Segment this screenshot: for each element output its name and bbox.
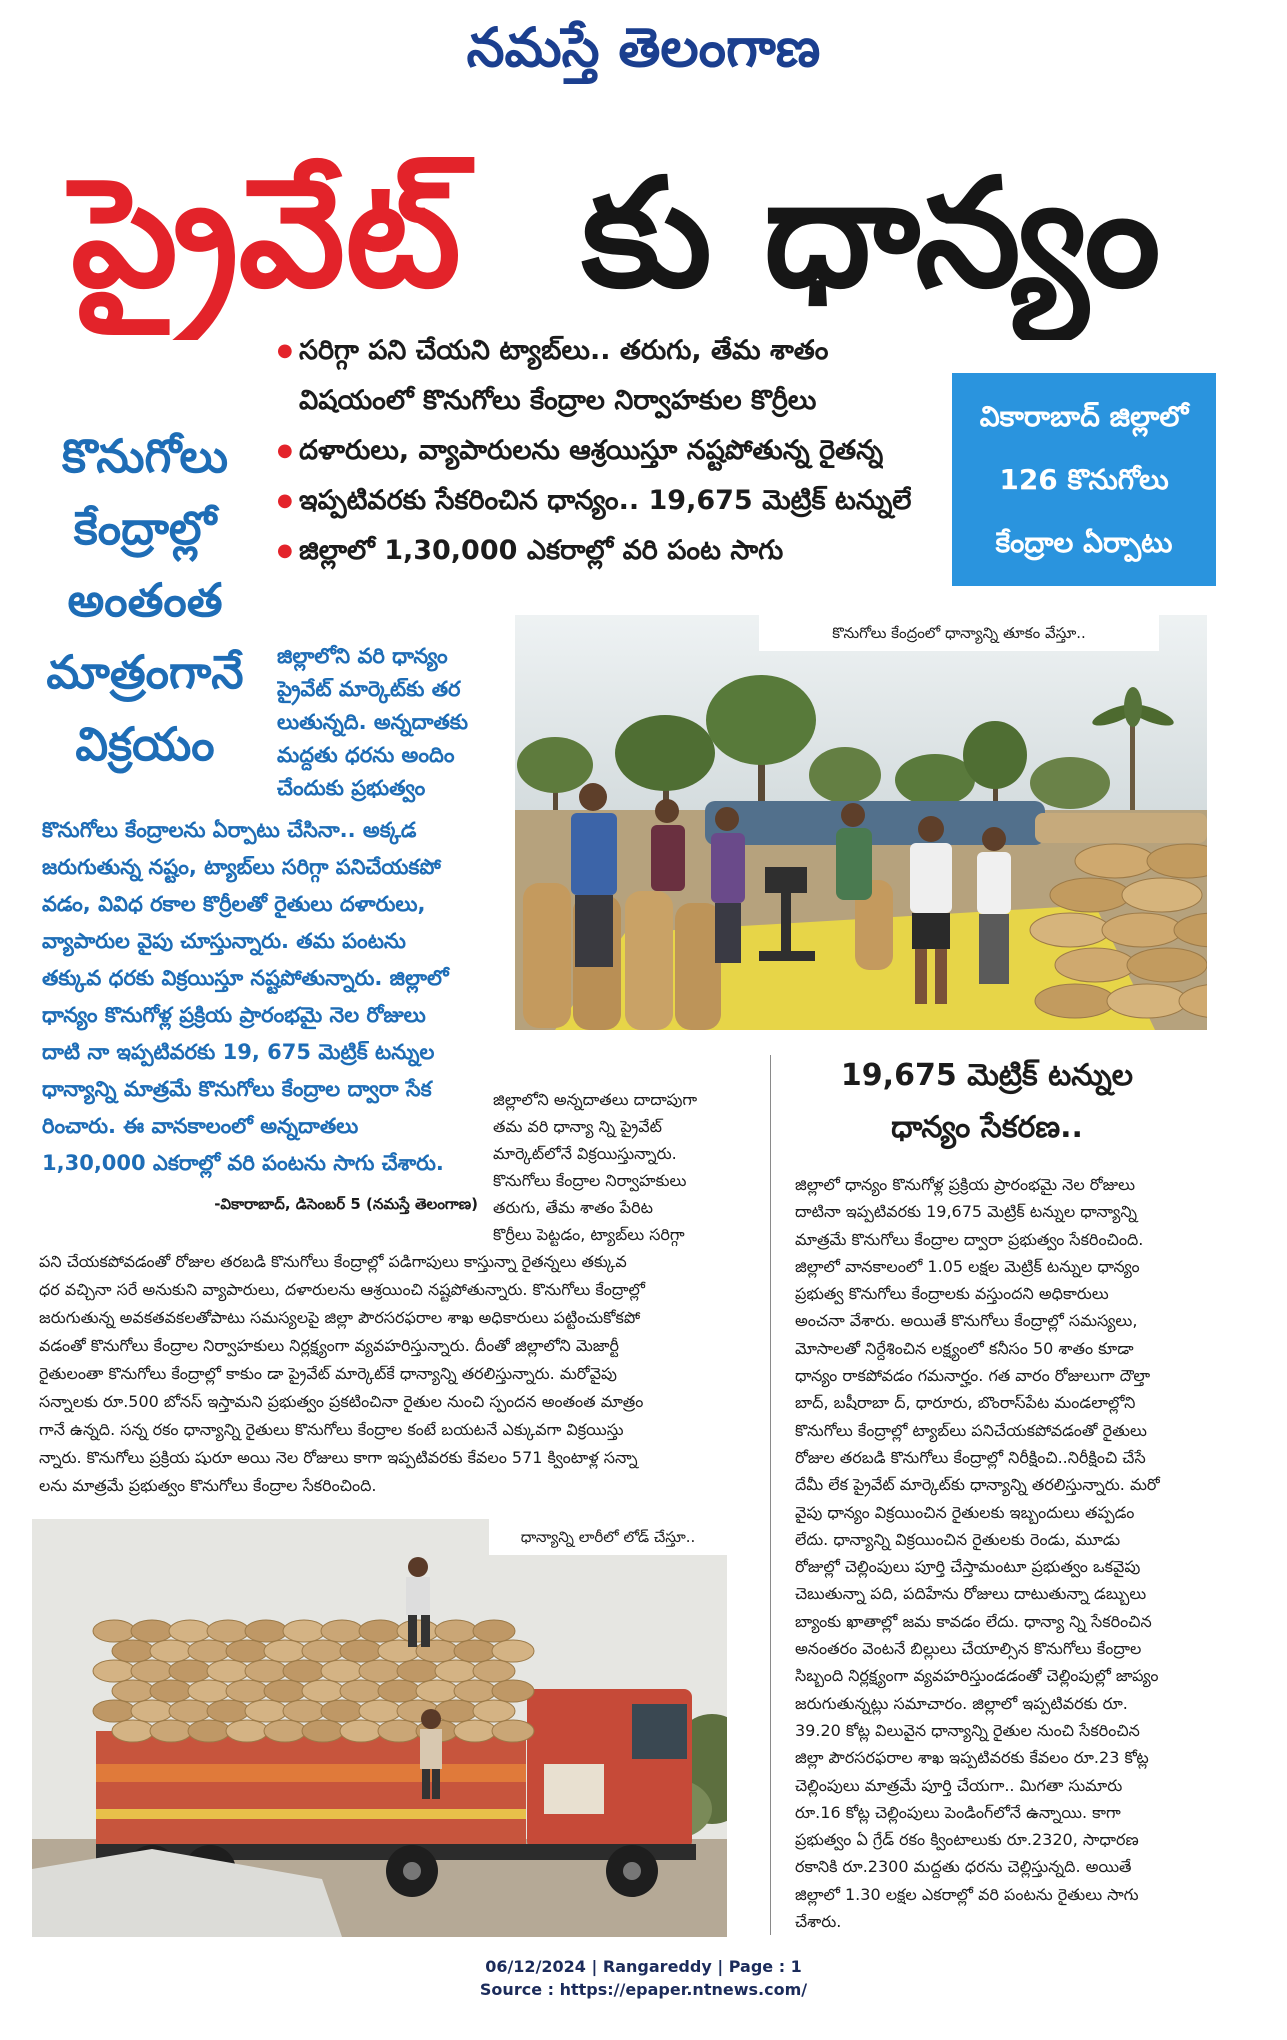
person-leg [421,1615,430,1647]
grain-sack [435,1700,477,1722]
text-line: ధర వచ్చినా సరే అనుకుని వ్యాపారులు, దళారులను ఆశ్రయించి నష్టపోతున్నారు. కొనుగోలు కేంద్రాల్లో [39,1280,645,1299]
text-line: చెబుతున్నా పది, పదిహేను రోజులు దాటుతున్నా డబ్బులు [795,1584,1147,1604]
text-line: న్నారు. కొనుగోలు ప్రక్రియ షురూ అయి నెల రోజులు కాగా ఇప్పటివరకు కేవలం 571 క్వింటాళ్ల సన్నా [39,1448,638,1467]
side-deck-line: విక్రయం [75,717,215,771]
bullet-text: విషయంలో కొనుగోలు కేంద్రాల నిర్వాహకుల కొర్రీలు [299,385,817,416]
tree [1030,757,1110,809]
grain-sack [1102,913,1182,947]
grain-sack [188,1640,230,1662]
grain-sack [188,1720,230,1742]
intro-line: వ్యాపారుల వైపు చూస్తున్నారు. తమ పంటను [42,929,406,953]
highlight-bullets [277,326,942,576]
intro-line: ధాన్యాన్ని మాత్రమే కొనుగోలు కేంద్రాల ద్వారా సేక [42,1077,432,1101]
intro-line: వడం, వివిధ రకాల కొర్రీలతో రైతులు దళారులు, [42,892,426,916]
far-sack-row [1035,813,1207,843]
grain-sack [675,903,721,1030]
grain-sack [188,1680,230,1702]
person-body [836,828,872,900]
grain-sack [169,1660,211,1682]
person-leg [432,1769,440,1799]
tree [706,675,816,765]
grain-sack [435,1620,477,1642]
text-line: జిల్లాలో వానకాలంలో 1.05 లక్షల మెట్రిక్ టన్నుల ధాన్యం [795,1256,1140,1276]
grain-sack [397,1620,439,1642]
intro-line: చేందుకు ప్రభుత్వం [277,776,426,800]
photo-scene [515,615,1207,1030]
tree [963,721,1027,789]
bullet-dot-icon: ● [277,490,293,511]
text-line: బాద్, బషీరాబా ద్, ధారూరు, బొంరాస్‌పేట మండలాల్లోని [795,1393,1136,1413]
grain-sack [359,1700,401,1722]
grain-sack [207,1620,249,1642]
grain-sack [264,1720,306,1742]
body-text [39,1248,725,1500]
person-body [420,1729,442,1769]
grain-sack [245,1620,287,1642]
text-line: జరుగుతున్న అవకతవకలతోపాటు సమస్యలపై జిల్లా పౌరసరఫరాల శాఖ అధికారులు పట్టించుకోకపో [39,1308,641,1327]
grain-sack [359,1620,401,1642]
grain-sack [245,1660,287,1682]
intro-line: జరుగుతున్న నష్టం, ట్యాబ్‌లు సరిగ్గా పనిచేయకపో [42,855,441,879]
info-box [952,373,1216,586]
person-body [571,813,617,895]
person-leg [935,949,947,1004]
grain-sack [93,1620,135,1642]
grain-sack [112,1720,154,1742]
text-line: వడంతో కొనుగోలు కేంద్రాల నిర్వాహకులు నిర్లక్ష్యంగా వ్యవహరిస్తున్నారు. దీంతో జిల్లాలోని మెజార్టీ [39,1336,619,1355]
footer-edition-line: 06/12/2024 | Rangareddy | Page : 1 [485,1957,802,1976]
truck-stripe [96,1764,526,1782]
bullet-item [277,426,942,476]
sack-load [93,1620,534,1742]
text-line: జిల్లాలో ధాన్యం కొనుగోళ్ల ప్రక్రియ ప్రారంభమై నెల రోజులు [795,1175,1136,1194]
grain-sack [245,1700,287,1722]
person-leg [915,949,927,1004]
text-line: అంచనా వేశారు. అయితే కొనుగోలు కేంద్రాల్లో సమస్యలు, [795,1311,1138,1331]
person-head [715,807,739,831]
middle-column-text [493,1086,723,1248]
text-line: ప్రభుత్వ కొనుగోలు కేంద్రాలకు వస్తుందని అధికారులు [795,1284,1109,1304]
grain-sack [340,1680,382,1702]
grain-sack [397,1660,439,1682]
grain-sack [283,1700,325,1722]
person-legs [575,895,613,967]
grain-sack [112,1680,154,1702]
text-line: వైపు ధాన్యం విక్రయించిన రైతులకు ఇబ్బందులు తప్పడం [795,1502,1135,1522]
bullet-dot-icon: ● [277,340,293,361]
grain-sack [1055,948,1135,982]
bullet-dot-icon: ● [277,540,293,561]
grain-sack [1050,878,1130,912]
grain-sack [169,1700,211,1722]
tree [895,754,975,806]
intro-paragraph-wide [42,812,478,1182]
text-line: కొనుగోలు కేంద్రాల నిర్వాహకులు [493,1171,687,1190]
grain-sack [112,1640,154,1662]
headline [36,128,1246,340]
bullet-text: సరిగ్గా పని చేయని ట్యాబ్‌లు.. తరుగు, తేమ శాతం [299,335,829,366]
text-line: రకానికి రూ.2300 మద్దతు ధరను చెల్లిస్తున్నది. అయితే [795,1857,1132,1877]
grain-sack [378,1680,420,1702]
scale-head [765,867,807,893]
grain-sack [264,1680,306,1702]
text-line: చేశారు. [795,1912,842,1932]
person-body [406,1577,430,1615]
grain-sack [492,1720,534,1742]
grain-sack [321,1700,363,1722]
text-line: రైతులంతా కొనుగోలు కేంద్రాల్లో కాకుం డా ప్రైవేట్ మార్కెట్‌కే ధాన్యాన్ని తరలిస్తున్నారు. మరోవైపు [39,1364,617,1383]
side-deck-line: మాత్రంగానే [46,645,244,699]
person-body [910,843,952,913]
person-head [421,1709,441,1729]
tree [615,715,715,791]
person-body [977,852,1011,914]
grain-sack [625,891,673,1030]
grain-sack [226,1680,268,1702]
scale-stand [781,893,791,953]
person-body [711,833,745,903]
text-line: జిల్లాలో 1.30 లక్షల ఎకరాల్లో వరి పంటను రైతులు సాగు [795,1884,1139,1904]
grain-sack [321,1660,363,1682]
truck-windshield [632,1704,687,1759]
grain-sack [150,1640,192,1662]
text-line: సిబ్బంది నిర్లక్ష్యంగా వ్యవహరిస్తుండడంతో చెల్లింపుల్లో జాప్యం [795,1666,1159,1686]
bullet-item [277,476,942,526]
text-line: బ్యాంకు ఖాతాల్లో జమ కావడం లేదు. ధాన్యా న్ని సేకరించిన [795,1611,1152,1631]
grain-sack [93,1700,135,1722]
person-head [918,816,944,842]
photo-lorry-loading [32,1519,727,1937]
grain-sack [283,1620,325,1642]
grain-sack [454,1680,496,1702]
side-deck-line: అంతంత [67,573,223,627]
grain-sack [378,1720,420,1742]
column-divider [770,1055,771,1935]
grain-sack [492,1640,534,1662]
text-line: అనంతరం వెంటనే బిల్లులు చేయాల్సిన కొనుగోలు కేంద్రాల [795,1639,1142,1659]
text-line: దేమీ లేక ప్రైవేట్ మార్కెట్‌కు ధాన్యాన్ని తరలిస్తున్నారు. మరో [795,1475,1160,1495]
grain-sack [207,1660,249,1682]
grain-sack [473,1700,515,1722]
grain-sack [302,1640,344,1662]
intro-line: దాటి నా ఇప్పటివరకు 19, 675 మెట్రిక్ టన్నుల [42,1040,435,1064]
bullet-text: దళారులు, వ్యాపారులను ఆశ్రయిస్తూ నష్టపోతున్న రైతన్న [299,435,884,466]
text-line: రోజుల్లో చెల్లింపులు పూర్తి చేస్తామంటూ ప్రభుత్వం ఒకవైపు [795,1557,1141,1577]
grain-sack [454,1640,496,1662]
person-head [841,803,865,827]
headline-black-part: కు ధాన్యం [581,147,1161,321]
grain-sack [454,1720,496,1742]
dateline: -వికారాబాద్, డిసెంబర్ 5 (నమస్తే తెలంగాణ) [214,1195,478,1213]
side-deck [30,420,260,780]
page-footer [0,1955,1287,2001]
text-line: జిల్లాలోని అన్నదాతలు దాదాపుగా [493,1090,698,1109]
bullet-item-continuation [277,376,942,426]
intro-line: రించారు. ఈ వానకాలంలో అన్నదాతలు [42,1114,359,1138]
grain-sack [473,1660,515,1682]
grain-sack [1107,984,1187,1018]
wheel-hub [403,1862,421,1880]
wheel-hub [623,1862,641,1880]
grain-sack [131,1660,173,1682]
intro-line: ధాన్యం కొనుగోళ్ల ప్రక్రియ ప్రారంభమై నెల రోజులు [42,1003,426,1027]
masthead-logo: నమస్తే తెలంగాణ [466,16,821,79]
grain-sack [492,1680,534,1702]
person-legs [979,914,1009,984]
text-line: జరుగుతున్నట్లు సమాచారం. జిల్లాలో ఇప్పటివరకు రూ. [795,1693,1128,1713]
grain-sack [131,1700,173,1722]
text-line: కొర్రీలు పెట్టడం, ట్యాబ్‌లు సరిగ్గా [493,1225,685,1244]
text-line: మాత్రమే కొనుగోలు కేంద్రాల ద్వారా ప్రభుత్వం సేకరించింది. [795,1229,1144,1249]
intro-line: మద్దతు ధరను అందిం [277,743,455,767]
grain-sack [93,1660,135,1682]
bullet-dot-icon: ● [277,440,293,461]
grain-sack [302,1720,344,1742]
text-line: మార్కెట్‌లోనే విక్రయిస్తున్నారు. [493,1144,677,1163]
grain-sack [226,1640,268,1662]
subheading [772,1050,1202,1154]
person-head [408,1557,428,1577]
bullet-text: జిల్లాలో 1,30,000 ఎకరాల్లో వరి పంట సాగు [299,535,784,566]
palm-trunk [1130,720,1135,820]
grain-sack [1030,913,1110,947]
text-line: గానే ఉన్నది. సన్న రకం ధాన్యాన్ని రైతులు కొనుగోలు కేంద్రాల కంటే బయటనే ఎక్కువగా విక్రయిస్తు [39,1420,624,1439]
text-line: లేదు. ధాన్యాన్ని విక్రయించిన రైతులకు రెండు, మూడు [795,1529,1121,1549]
side-deck-line: కేంద్రాల్లో [73,501,217,555]
person-head [982,827,1006,851]
grain-sack [1122,878,1202,912]
person-head [655,799,679,823]
text-line: రూ.16 కోట్ల చెల్లింపులు పెండింగ్‌లోనే ఉన్నాయి. కాగా [795,1802,1121,1822]
scale-base [759,951,815,961]
grain-sack [435,1660,477,1682]
grain-sack [169,1620,211,1642]
intro-line: జిల్లాలోని వరి ధాన్యం [277,644,448,668]
info-box-line: కేంద్రాల ఏర్పాటు [995,526,1173,559]
grain-sack [1035,984,1115,1018]
subheading-line: 19,675 మెట్రిక్ టన్నుల [840,1058,1134,1093]
grain-sack [321,1620,363,1642]
bullet-item [277,526,942,576]
grain-sack [473,1620,515,1642]
text-line: సన్నాలకు రూ.500 బోనస్ ఇస్తామని ప్రభుత్వం ప్రకటించినా రైతుల నుంచి స్పందన అంతంత మాత్రం [39,1392,644,1411]
grain-sack [226,1720,268,1742]
text-line: రోజుల తరబడి కొనుగోలు కేంద్రాల్లో నిరీక్షించి..నిరీక్షించి చేసే [795,1447,1146,1467]
photo-caption: ధాన్యాన్ని లారీలో లోడ్ చేస్తూ.. [489,1519,727,1555]
person-leg [408,1615,417,1647]
text-line: కొనుగోలు కేంద్రాల్లో ట్యాబ్‌లు పనిచేయకపోవడంతో రైతులు [795,1420,1147,1440]
truck-body [96,1731,526,1846]
subheading-line: ధాన్యం సేకరణ.. [891,1110,1083,1145]
person-head [579,783,607,811]
grain-sack [302,1680,344,1702]
person-leg [422,1769,430,1799]
footer-source-line: Source : https://epaper.ntnews.com/ [479,1980,808,1999]
text-line: తరుగు, తేమ శాతం పేరిట [493,1198,653,1217]
text-line: చెల్లింపులు మాత్రమే పూర్తి చేయగా.. మిగతా సుమారు [795,1775,1123,1795]
grain-sack [340,1720,382,1742]
person-shorts [912,913,950,949]
info-box-line: 126 కొనుగోలు [999,463,1169,496]
headline-red-part: ప్రైవేట్ [71,147,461,321]
text-line: తమ వరి ధాన్యా న్ని ప్రైవేట్ [493,1117,662,1136]
intro-line: ప్రైవేట్ మార్కెట్‌కు తర [277,677,461,701]
grain-sack [1075,844,1155,878]
intro-line: 1,30,000 ఎకరాల్లో వరి పంటను సాగు చేశారు. [42,1151,444,1175]
bullet-text: ఇప్పటివరకు సేకరించిన ధాన్యం.. 19,675 మెట్రిక్ టన్నులే [299,485,912,516]
photo-scene [32,1519,727,1937]
grain-sack [283,1660,325,1682]
grain-sack [264,1640,306,1662]
text-line: ప్రభుత్వం ఏ గ్రేడ్ రకం క్వింటాలుకు రూ.2320, సాధారణ [795,1830,1139,1850]
photo-caption: కొనుగోలు కేంద్రంలో ధాన్యాన్ని తూకం వేస్తూ.. [759,615,1159,651]
tree [517,737,593,793]
bullet-item [277,326,942,376]
text-line: లను మాత్రమే ప్రభుత్వం కొనుగోలు కేంద్రాల సేకరించింది. [39,1476,377,1495]
tree [809,747,881,803]
grain-sack [523,883,571,1028]
grain-sack [207,1700,249,1722]
grain-sack [359,1660,401,1682]
text-line: జిల్లా పౌరసరఫరాల శాఖ ఇప్పటివరకు కేవలం రూ.23 కోట్ల [795,1748,1149,1768]
grain-sack [131,1620,173,1642]
grain-sack [150,1680,192,1702]
grain-sack [340,1640,382,1662]
grain-sack [150,1720,192,1742]
intro-line: కొనుగోలు కేంద్రాలను ఏర్పాటు చేసినా.. అక్కడ [42,818,417,842]
side-deck-line: కొనుగోలు [61,429,229,483]
truck-stripe [96,1809,526,1819]
text-line: 39.20 కోట్ల విలువైన ధాన్యాన్ని రైతుల నుంచి సేకరించిన [795,1720,1140,1740]
photo-grain-weighing [515,615,1207,1030]
intro-line: లుతున్నది. అన్నదాతకు [277,710,469,734]
intro-line: తక్కువ ధరకు విక్రయిస్తూ నష్టపోతున్నారు. జిల్లాలో [42,966,449,990]
info-box-line: వికారాబాద్ జిల్లాలో [979,400,1189,433]
text-line: దాటినా ఇప్పటివరకు 19,675 మెట్రిక్ టన్నుల ధాన్యాన్ని [795,1202,1138,1222]
person-body [651,825,685,891]
palm-frond [1124,687,1142,727]
text-line: ధాన్యం రాకపోవడం గమనార్హం. గత వారం రోజులుగా దౌల్తా [795,1366,1151,1386]
grain-sack [1127,948,1207,982]
truck-cab-panel [544,1764,604,1814]
text-line: పని చేయకపోవడంతో రోజుల తరబడి కొనుగోలు కేంద్రాల్లో పడిగాపులు కాస్తున్నా రైతన్నలు తక్కువ [39,1252,627,1271]
person-legs [715,903,741,963]
text-line: మోసాలతో నిర్దేశించిన లక్ష్యంలో కనీసం 50 శాతం కూడా [795,1338,1134,1358]
grain-sack [416,1680,458,1702]
intro-paragraph-narrow [277,640,482,805]
right-column-text [795,1171,1213,1935]
